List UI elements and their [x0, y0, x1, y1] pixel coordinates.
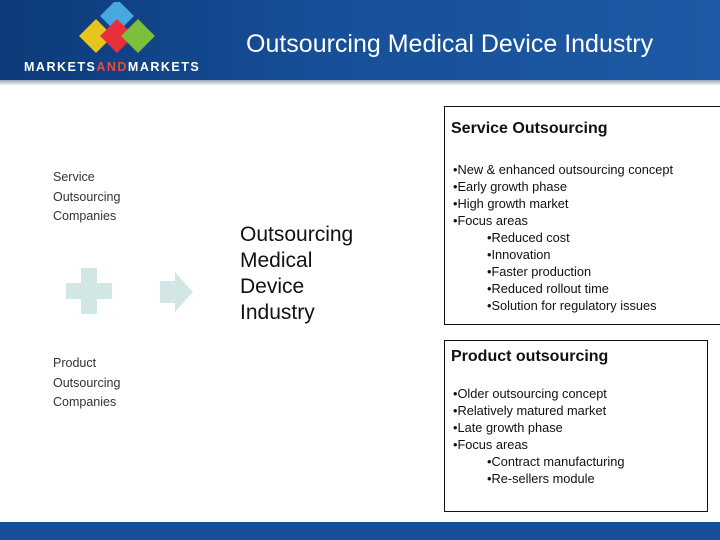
bullet-item: •Early growth phase — [453, 179, 568, 194]
bullet-item: •Focus areas — [453, 213, 528, 228]
logo-wordmark: MARKETSANDMARKETS — [24, 60, 201, 74]
product-companies-label: Product Outsourcing Companies — [53, 356, 121, 409]
bullet-item: •Relatively matured market — [453, 403, 607, 418]
bullet-item: •Re-sellers module — [487, 471, 595, 486]
bullet-item: •Solution for regulatory issues — [487, 298, 657, 313]
product-outsourcing-title: Product outsourcing — [451, 348, 609, 365]
bullet-item: •Late growth phase — [453, 420, 563, 435]
service-companies-label: Service Outsourcing Companies — [53, 170, 121, 223]
bullet-item: •Older outsourcing concept — [453, 386, 607, 401]
bullet-item: •Faster production — [487, 264, 592, 279]
slide-title: Outsourcing Medical Device Industry — [246, 30, 654, 58]
bullet-item: •High growth market — [453, 196, 569, 211]
bullet-item: •Contract manufacturing — [487, 454, 625, 469]
bullet-item: •Reduced rollout time — [487, 281, 609, 296]
service-outsourcing-title: Service Outsourcing — [451, 120, 608, 137]
header-shadow — [0, 80, 720, 86]
diamond-logo-icon — [66, 2, 176, 60]
plus-icon — [66, 268, 112, 314]
company-logo — [22, 2, 222, 78]
header-banner — [0, 0, 720, 80]
product-outsourcing-list — [453, 385, 625, 487]
arrow-right-icon — [158, 272, 194, 312]
center-heading: Outsourcing Medical Device Industry — [240, 223, 354, 324]
bullet-item: •Focus areas — [453, 437, 528, 452]
bullet-item: •Reduced cost — [487, 230, 570, 245]
footer-bar — [0, 522, 720, 540]
service-outsourcing-box — [444, 106, 720, 325]
bullet-item: •New & enhanced outsourcing concept — [453, 162, 674, 177]
product-outsourcing-box — [444, 340, 708, 512]
service-outsourcing-list — [453, 161, 673, 314]
bullet-item: •Innovation — [487, 247, 551, 262]
